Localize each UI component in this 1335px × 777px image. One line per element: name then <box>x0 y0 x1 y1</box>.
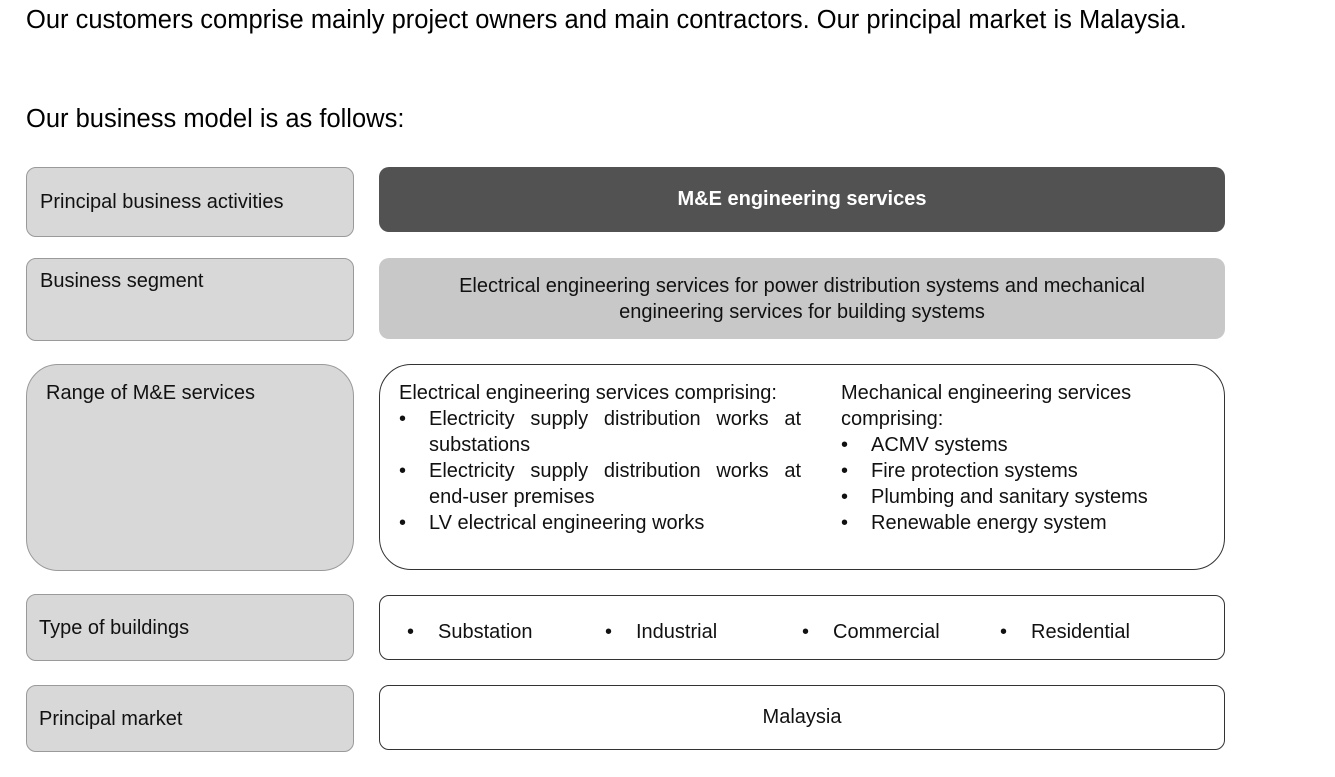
building-type-text: Substation <box>438 621 533 643</box>
business-segment-label: Business segment <box>40 270 204 292</box>
principal-activities-label-box <box>26 167 354 237</box>
electrical-services-list <box>399 406 819 536</box>
principal-activities-box <box>379 167 1225 232</box>
business-model-heading: Our business model is as follows: <box>26 105 405 133</box>
list-item: • Electricity supply distribution works at substations <box>399 406 801 458</box>
building-types-box <box>379 595 1225 660</box>
list-item: • ACMV systems <box>841 432 1211 458</box>
mechanical-services-list <box>841 432 1211 536</box>
business-segment-text: Electrical engineering services for power distribution systems and mechanical engineering services for building systems <box>459 274 1145 323</box>
principal-activities-text: M&E engineering services <box>677 188 927 210</box>
building-types-label: Type of buildings <box>39 617 190 639</box>
building-types-label-box <box>26 594 354 661</box>
business-segment-box <box>379 258 1225 339</box>
bullet-icon: • <box>802 621 810 643</box>
range-of-services-label-box <box>26 364 354 571</box>
principal-market-label-box <box>26 685 354 752</box>
list-item: • Renewable energy system <box>841 510 1211 536</box>
building-type-text: Residential <box>1031 621 1130 643</box>
principal-market-text: Malaysia <box>762 706 842 728</box>
range-of-services-label: Range of M&E services <box>46 382 255 404</box>
intro-paragraph: Our customers comprise mainly project owners and main contractors. Our principal market is Malaysia. <box>26 6 1187 34</box>
electrical-services-column <box>399 380 819 536</box>
principal-market-label: Principal market <box>39 708 183 730</box>
list-item: • Fire protection systems <box>841 458 1211 484</box>
building-type-text: Industrial <box>636 621 718 643</box>
bullet-icon: • <box>407 621 415 643</box>
principal-activities-label: Principal business activities <box>40 191 284 213</box>
mechanical-services-heading: Mechanical engineering services comprising: <box>841 382 1132 430</box>
range-of-services-box <box>379 364 1225 570</box>
list-item: • Plumbing and sanitary systems <box>841 484 1211 510</box>
building-type-text: Commercial <box>833 621 940 643</box>
mechanical-services-column <box>841 380 1211 536</box>
list-item: • LV electrical engineering works <box>399 510 801 536</box>
principal-market-box <box>379 685 1225 750</box>
electrical-services-heading: Electrical engineering services comprising: <box>399 382 777 404</box>
bullet-icon: • <box>1000 621 1008 643</box>
list-item: • Electricity supply distribution works at end-user premises <box>399 458 801 510</box>
business-segment-label-box <box>26 258 354 341</box>
bullet-icon: • <box>605 621 613 643</box>
